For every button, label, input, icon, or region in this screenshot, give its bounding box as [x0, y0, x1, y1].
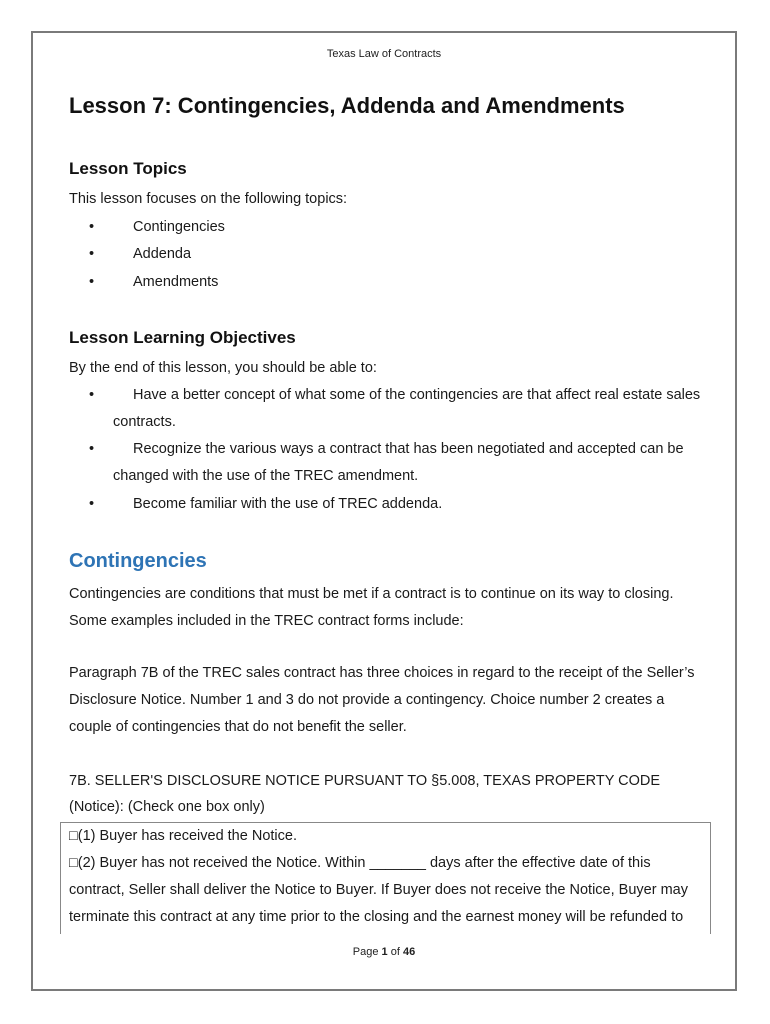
of-word: of: [390, 946, 400, 958]
bullet-icon: •: [89, 387, 95, 403]
objective-item-continuation: changed with the use of the TREC amendment.: [113, 468, 419, 484]
contract-excerpt-border-left: [60, 822, 61, 934]
paragraph-7b-heading-line2: (Notice): (Check one box only): [69, 799, 265, 815]
paragraph-7b-heading-line1: 7B. SELLER'S DISCLOSURE NOTICE PURSUANT TO §5.008, TEXAS PROPERTY CODE: [69, 773, 661, 789]
page-footer: [33, 946, 735, 958]
contingencies-para1-line1: Contingencies are conditions that must be met if a contract is to continue on its way to closing.: [69, 586, 674, 602]
topics-intro: This lesson focuses on the following topics:: [69, 191, 348, 207]
contract-option-2-line1: □(2) Buyer has not received the Notice. Within _______ days after the effective date of this: [69, 855, 651, 871]
running-header: Texas Law of Contracts: [326, 48, 442, 60]
contract-excerpt-border-right: [710, 822, 711, 934]
page-number: 1: [381, 946, 388, 958]
lesson-title: Lesson 7: Contingencies, Addenda and Amendments: [69, 93, 625, 118]
objective-item: • Become familiar with the use of TREC addenda.: [89, 496, 443, 512]
contingencies-heading: Contingencies: [69, 550, 207, 572]
contingencies-para2-line2: Disclosure Notice. Number 1 and 3 do not provide a contingency. Choice number 2 creates a: [69, 692, 665, 708]
objectives-intro: By the end of this lesson, you should be able to:: [69, 360, 377, 376]
contract-option-2-line2: contract, Seller shall deliver the Notice to Buyer. If Buyer does not receive the Notice, Buyer may: [69, 882, 688, 898]
objectives-heading: Lesson Learning Objectives: [69, 328, 296, 347]
page-word: Page: [352, 946, 379, 958]
contract-option-2-line3: terminate this contract at any time prior to the closing and the earnest money will be refunded to: [69, 909, 684, 925]
topic-item: • Addenda: [89, 246, 192, 262]
bullet-icon: •: [89, 219, 95, 235]
objective-item: • Recognize the various ways a contract that has been negotiated and accepted can be: [89, 441, 684, 457]
contract-excerpt-border-top: [60, 822, 711, 823]
contingencies-para2-line3: couple of contingencies that do not benefit the seller.: [69, 719, 407, 735]
objective-item-continuation: contracts.: [113, 414, 176, 430]
lesson-topics-heading: Lesson Topics: [69, 159, 187, 178]
contingencies-para1-line2: Some examples included in the TREC contract forms include:: [69, 613, 464, 629]
contract-option-1: □(1) Buyer has received the Notice.: [69, 828, 297, 844]
page-total: 46: [402, 946, 416, 958]
topic-item: • Contingencies: [89, 219, 225, 235]
bullet-icon: •: [89, 441, 95, 457]
bullet-icon: •: [89, 274, 95, 290]
topic-item: • Amendments: [89, 274, 219, 290]
bullet-icon: •: [89, 496, 95, 512]
bullet-icon: •: [89, 246, 95, 262]
objective-item: • Have a better concept of what some of the contingencies are that affect real estate sales: [89, 387, 701, 403]
contingencies-para2-line1: Paragraph 7B of the TREC sales contract has three choices in regard to the receipt of the Seller’s: [69, 665, 695, 681]
document-page: [31, 31, 737, 991]
